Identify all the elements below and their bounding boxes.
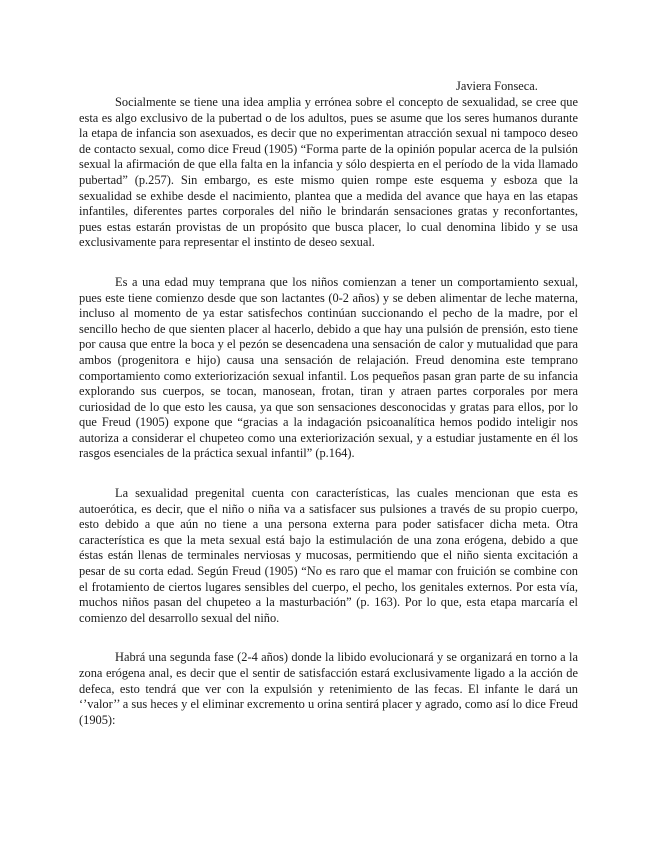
paragraph-spacer [79,251,578,275]
paragraph-2: Es a una edad muy temprana que los niños comienzan a tener un comportamiento sexual, pues este tiene comienzo desde que son lactantes (0-2 años) y se deben alimentar de leche materna, incluso al momento de ya estar satisfechos continúan succionando el pecho de la madre, por el sencillo hecho de que sienten placer al hacerlo, debido a que hay una pulsión de prensión, esto tiene por causa que entre la boca y el pezón se desencadena una sensación de calor y mutualidad que para ambos (progenitora e hijo) causa una sensación de relajación. Freud denomina este temprano comportamiento como exteriorización sexual infantil. Los pequeños pasan gran parte de su infancia explorando sus cuerpos, se tocan, manosean, frotan, tiran y atraen partes corporales por mera curiosidad de lo que esto les causa, ya que son sensaciones desconocidas y gratas para ellos, por lo que Freud (1905) expone que “gracias a la indagación psicoanalítica hemos podido inteligir nos autoriza a considerar el chupeteo como una exteriorización sexual, y a estudiar justamente en él los rasgos esenciales de la práctica sexual infantil” (p.164). [79,274,578,461]
paragraph-1: Socialmente se tiene una idea amplia y errónea sobre el concepto de sexualidad, se cree que esta es algo exclusivo de la pubertad o de los adultos, pues se asume que los seres humanos durante la etapa de infancia son asexuados, es decir que no experimentan atracción sexual ni tampoco deseo de contacto sexual, como dice Freud (1905) “Forma parte de la opinión popular acerca de la pulsión sexual la afirmación de que ella falta en la infancia y sólo despierta en el período de la vida llamado pubertad” (p.257). Sin embargo, es este mismo quien rompe este esquema y esboza que la sexualidad se exhibe desde el nacimiento, plantea que a medida del avance que haya en las etapas infantiles, diferentes partes corporales del niño le brindarán sensaciones gratas y reconfortantes, pues estas estarán provistas de un propósito que busca placer, lo cual denomina libido y se usa exclusivamente para representar el instinto de deseo sexual. [79,95,578,250]
paragraph-spacer [79,462,578,486]
author-name: Javiera Fonseca. [456,79,538,93]
paragraph-4: Habrá una segunda fase (2-4 años) donde la libido evolucionará y se organizará en torno a la zona erógena anal, es decir que el sentir de satisfacción estará exclusivamente ligado a la acción de defeca, esto tendrá que ver con la expulsión y retenimiento de las fecas. El infante le dará un ‘’valor’’ a sus heces y el eliminar excremento u orina sentirá placer y agrado, como así lo dice Freud (1905): [79,650,578,727]
paragraph-spacer [79,626,578,650]
paragraph-3: La sexualidad pregenital cuenta con características, las cuales mencionan que esta es autoerótica, es decir, que el niño o niña va a satisfacer sus pulsiones a través de su propio cuerpo, esto debido a que aún no tiene a una persona externa para poder satisfacer dicha meta. Otra característica es que la meta sexual está bajo la estimulación de una zona erógena, debido a que éstas están llenas de terminales nerviosas y mucosas, permitiendo que el niño sienta excitación a pesar de su corta edad. Según Freud (1905) “No es raro que el mamar con fruición se combine con el frotamiento de ciertos lugares sensibles del cuerpo, el pecho, los genitales externos. Por esta vía, muchos niños pasan del chupeteo a la masturbación” (p. 163). Por lo que, esta etapa marcaría el comienzo del desarrollo sexual del niño. [79,486,578,625]
document-body [79,95,578,728]
